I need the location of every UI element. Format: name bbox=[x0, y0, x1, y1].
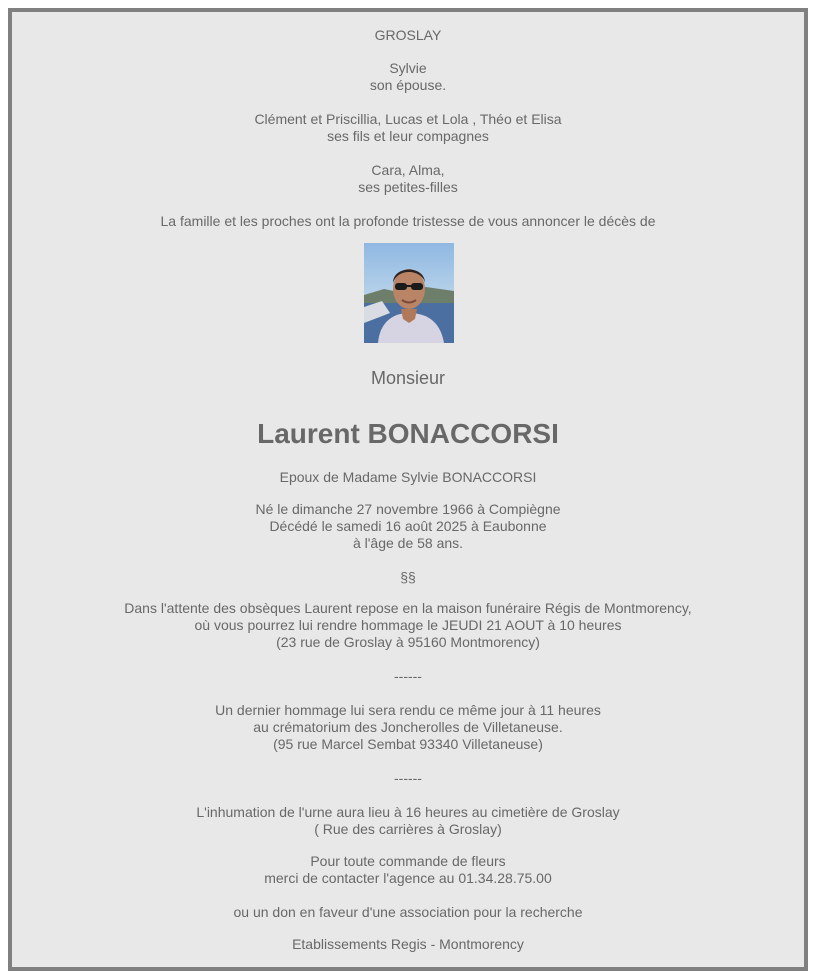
separator: ------ bbox=[394, 668, 422, 684]
ceremony-address: (95 rue Marcel Sembat 93340 Villetaneuse) bbox=[273, 736, 543, 752]
children-relation: ses fils et leur compagnes bbox=[327, 128, 489, 144]
spouse-line: Epoux de Madame Sylvie BONACCORSI bbox=[279, 469, 537, 485]
civility: Monsieur bbox=[370, 368, 446, 388]
spouse-relation: son épouse. bbox=[369, 77, 447, 93]
flowers-line-2: merci de contacter l'agence au 01.34.28.75.00 bbox=[264, 870, 552, 886]
ceremony-line-1: Un dernier hommage lui sera rendu ce même jour à 11 heures bbox=[215, 702, 601, 718]
viewing-address: (23 rue de Groslay à 95160 Montmorency) bbox=[276, 634, 540, 650]
separator: ------ bbox=[394, 770, 422, 786]
donation-line: ou un don en faveur d'une association pour la recherche bbox=[233, 904, 583, 920]
flowers-line-1: Pour toute commande de fleurs bbox=[310, 853, 506, 869]
deceased-name: Laurent BONACCORSI bbox=[257, 418, 559, 449]
inhumation-line-1: L'inhumation de l'urne aura lieu à 16 heures au cimetière de Groslay bbox=[196, 804, 620, 820]
grandchildren-relation: ses petites-filles bbox=[358, 179, 458, 195]
viewing-line-2: où vous pourrez lui rendre hommage le JEUDI 21 AOUT à 10 heures bbox=[194, 617, 622, 633]
portrait-photo bbox=[364, 243, 454, 343]
death-line: Décédé le samedi 16 août 2025 à Eaubonne bbox=[269, 518, 547, 534]
city: GROSLAY bbox=[374, 27, 442, 43]
age-line: à l'âge de 58 ans. bbox=[352, 535, 464, 551]
announcement: La famille et les proches ont la profonde tristesse de vous annoncer le décès de bbox=[160, 213, 656, 229]
grandchildren-names: Cara, Alma, bbox=[371, 162, 445, 178]
agency-name: Etablissements Regis - Montmorency bbox=[292, 936, 524, 952]
viewing-line-1: Dans l'attente des obsèques Laurent repose en la maison funéraire Régis de Montmorency, bbox=[124, 600, 692, 616]
obituary-card bbox=[8, 8, 808, 971]
spouse-name: Sylvie bbox=[389, 60, 427, 76]
portrait-image bbox=[364, 243, 454, 343]
separator: §§ bbox=[400, 569, 416, 585]
birth-line: Né le dimanche 27 novembre 1966 à Compiègne bbox=[255, 501, 561, 517]
inhumation-line-2: ( Rue des carrières à Groslay) bbox=[314, 821, 502, 837]
ceremony-line-2: au crématorium des Joncherolles de Villetaneuse. bbox=[253, 719, 563, 735]
children-names: Clément et Priscillia, Lucas et Lola , Théo et Elisa bbox=[254, 111, 562, 127]
